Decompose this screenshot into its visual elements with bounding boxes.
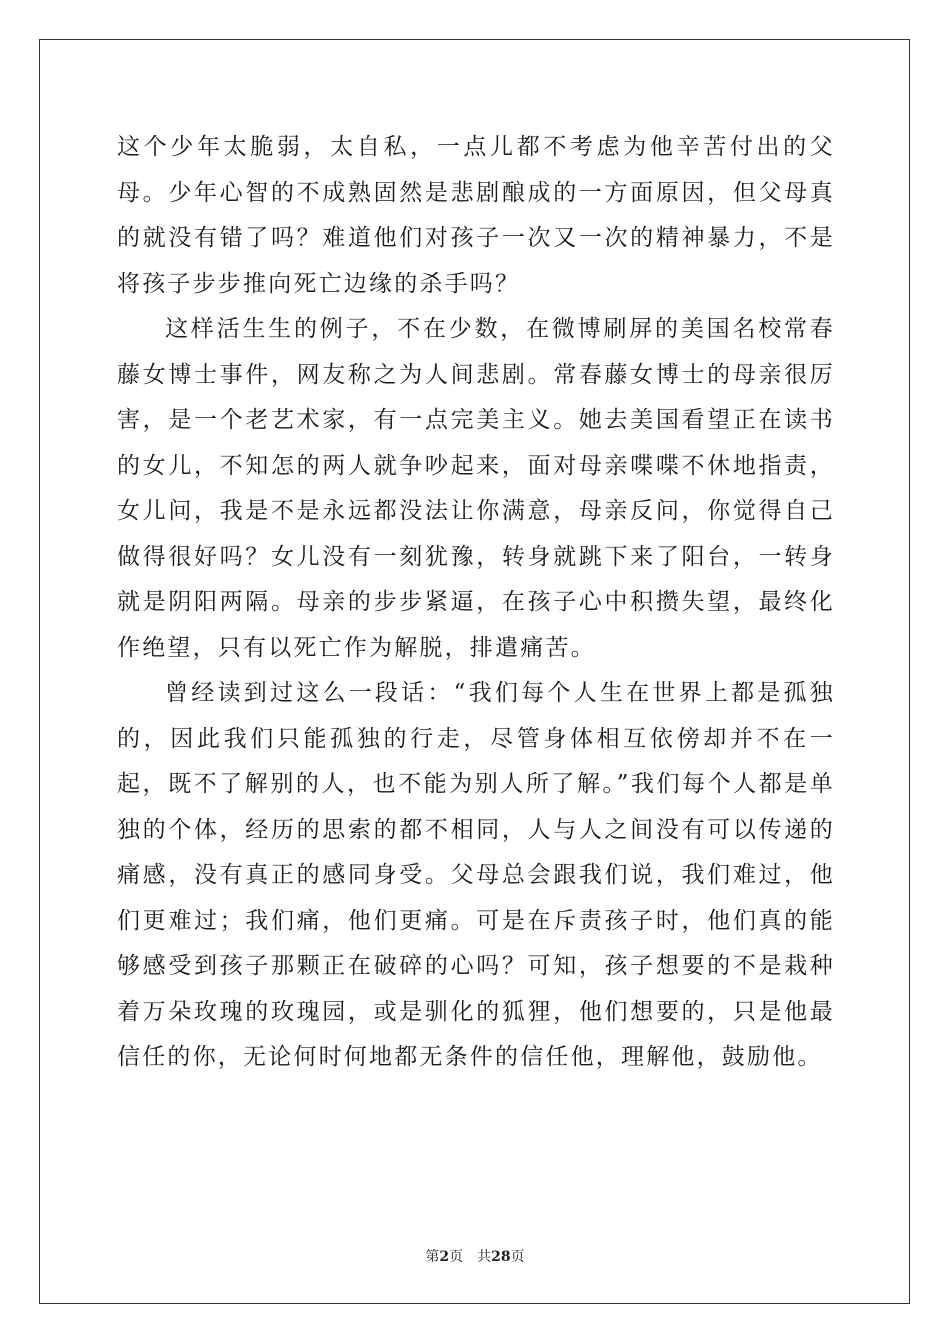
paragraph-3: 曾经读到过这么一段话：“我们每个人生在世界上都是孤独的，因此我们只能孤独的行走，尽管身体相互依傍却并不在一起，既不了解别的人，也不能为别人所了解。”我们每个人都是单独的个体，经历的思索的都不相同，人与人之间没有可以传递的痛感，没有真正的感同身受。父母总会跟我们说，我们难过，他们更难过；我们痛，他们更痛。可是在斥责孩子时，他们真的能够感受到孩子那颗正在破碎的心吗？可知，孩子想要的不是栽种着万朵玫瑰的玫瑰园，或是驯化的狐狸，他们想要的，只是他最信任的你，无论何时何地都无条件的信任他，理解他，鼓励他。 [117, 680, 835, 1070]
total-suffix: 页 [510, 1249, 525, 1265]
paragraph-2: 这样活生生的例子，不在少数，在微博刷屏的美国名校常春藤女博士事件，网友称之为人间悲剧。常春藤女博士的母亲很厉害，是一个老艺术家，有一点完美主义。她去美国看望正在读书的女儿，不知怎的两人就争吵起来，面对母亲喋喋不休地指责，女儿问，我是不是永远都没法让你满意，母亲反问，你觉得自己做得很好吗？女儿没有一刻犹豫，转身就跳下来了阳台，一转身就是阴阳两隔。母亲的步步紧逼，在孩子心中积攒失望，最终化作绝望，只有以死亡作为解脱，排遣痛苦。 [117, 316, 835, 661]
total-pages: 28 [491, 1249, 511, 1265]
page-prefix: 第 [425, 1249, 440, 1265]
document-body [117, 125, 835, 1081]
page-suffix: 页 [449, 1249, 464, 1265]
total-prefix: 共 [477, 1249, 492, 1265]
page-footer [0, 1246, 950, 1266]
page-number: 2 [439, 1249, 450, 1265]
paragraph-1: 这个少年太脆弱，太自私，一点儿都不考虑为他辛苦付出的父母。少年心智的不成熟固然是悲剧酿成的一方面原因，但父母真的就没有错了吗？难道他们对孩子一次又一次的精神暴力，不是将孩子步步推向死亡边缘的杀手吗？ [117, 134, 835, 297]
